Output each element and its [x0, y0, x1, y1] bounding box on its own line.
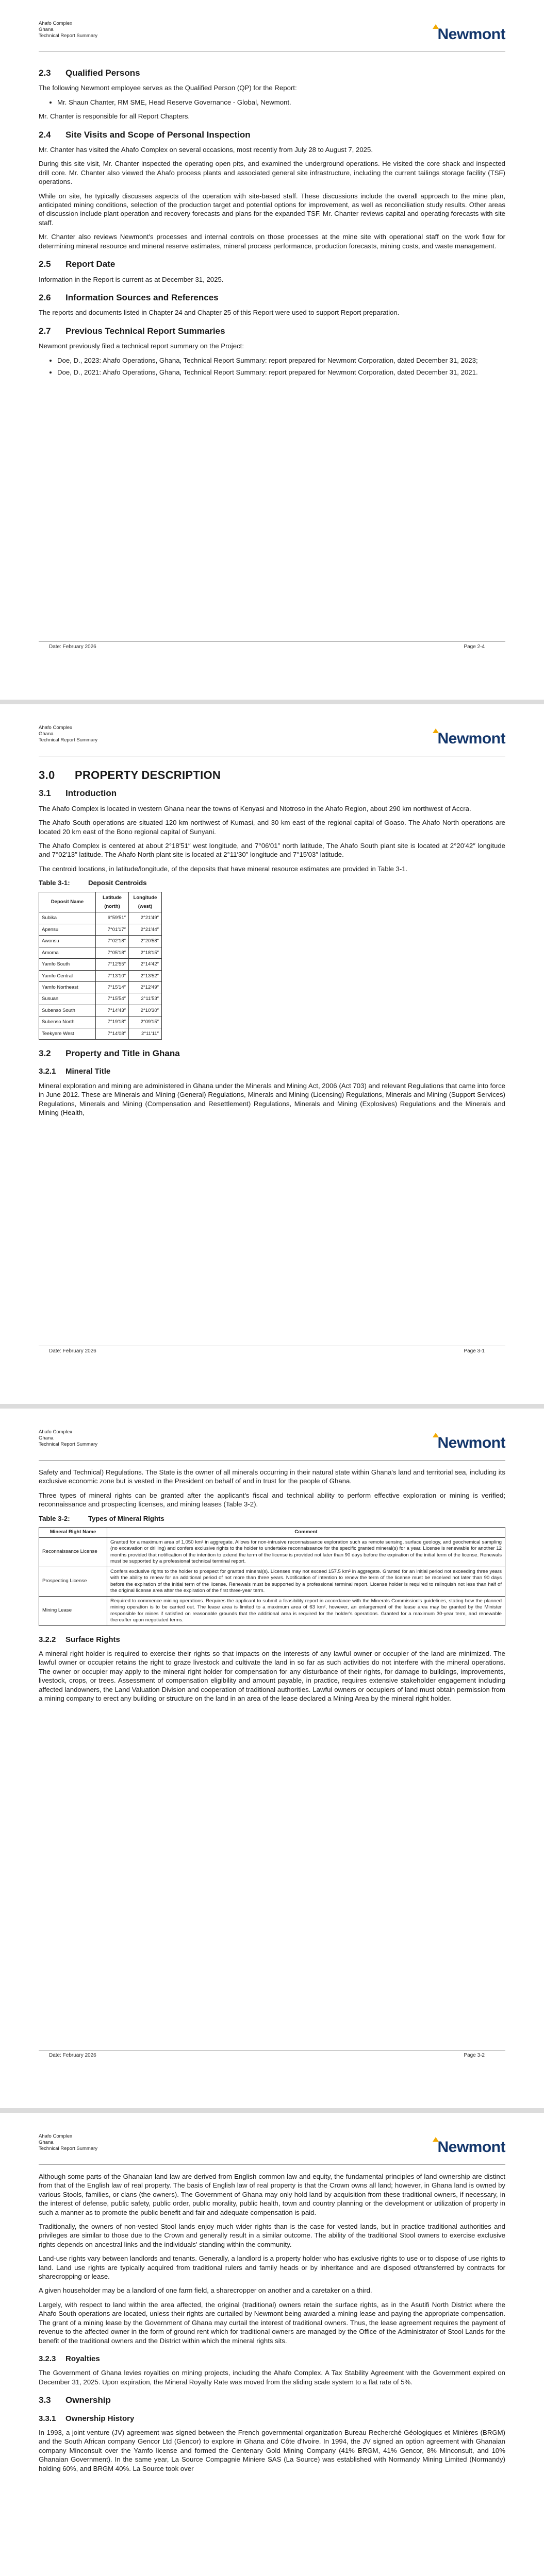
section-heading: 2.4 Site Visits and Scope of Personal Inspection	[39, 129, 251, 140]
paragraph: Largely, with respect to land within the area affected, the original (traditional) owners retain the surface rights, as in the Asutifi North District where the Ahafo South operations are located, unless their rights are curtailed by Newmont being awarded a mining lease and paying the appropriate compensation. The grant of a mining lease by the Government of Ghana may curtail the interest of traditional owners. Thus, the lease agreement requires the payment of revenue to the affected owner in the form of ground rent which for traditional owners are managed by the Office of the Administrator of Stool Lands for the benefit of the traditional owners and the District within which the mineral rights sits.	[39, 2300, 505, 2345]
newmont-logo: Newmont	[432, 730, 506, 748]
section-heading: 2.6 Information Sources and References	[39, 292, 219, 302]
section-heading: 3.3 Ownership	[39, 2395, 111, 2405]
table-row	[39, 970, 162, 981]
table-row	[39, 1005, 162, 1016]
longitude-cell: 2°18′15″	[129, 947, 162, 958]
header-divider	[39, 2164, 505, 2165]
table-row	[39, 1537, 505, 1567]
bullet-item: • Mr. Shaun Chanter, RM SME, Head Reserve Governance - Global, Newmont.	[57, 98, 505, 107]
page-header	[39, 725, 505, 756]
latitude-cell: 7°02′18″	[96, 936, 129, 947]
table-row	[39, 1028, 162, 1039]
document-page-3	[0, 1409, 544, 2108]
footer-date: Date: February 2026	[49, 644, 96, 650]
paragraph: A given householder may be a landlord of one farm field, a sharecropper on another and a caretaker on a third.	[39, 2286, 372, 2295]
latitude-cell: 7°15′54″	[96, 993, 129, 1005]
header-country: Ghana	[39, 2140, 54, 2145]
comment-cell: Granted for a maximum area of 1,050 km² in aggregate. Allows for non-intrusive reconnaissance exploration such as remote sensing, surface geology, and geochemical sampling (no excavation or drilling) and confers exclusive rights to the holder to undertake reconnaissance for the specific granted mineral(s) for a year. License is renewable for another 12 months provided that notification of the intention to extend the term of the license is provided not later than 90 days before the expiration of the initial term of the license. Renewals must be supported by a professional technical terminal report.	[107, 1537, 505, 1567]
table-header: Mineral Right Name	[39, 1528, 107, 1538]
mineral-right-name-cell: Mining Lease	[39, 1596, 107, 1625]
paragraph: The Ahafo Complex is located in western Ghana near the towns of Kenyasi and Ntotroso in the Ahafo Region, about 290 km northwest of Accra.	[39, 804, 471, 812]
paragraph: Mr. Chanter is responsible for all Report Chapters.	[39, 112, 190, 121]
document-page-1	[0, 0, 544, 700]
table-row	[39, 1596, 505, 1625]
longitude-cell: 2°12′49″	[129, 981, 162, 993]
latitude-cell: 7°05′18″	[96, 947, 129, 958]
paragraph: Mr. Chanter has visited the Ahafo Complex on several occasions, most recently from July 28 to August 7, 2025.	[39, 146, 373, 154]
chapter-heading: 3.0 PROPERTY DESCRIPTION	[39, 769, 221, 782]
header-country: Ghana	[39, 731, 54, 737]
table-row	[39, 993, 162, 1005]
deposit-name-cell: Yamfo Northeast	[39, 981, 96, 993]
subsection-heading: 3.2.3 Royalties	[39, 2354, 100, 2363]
page-number: Page 2-4	[464, 644, 485, 650]
header-divider	[39, 1460, 505, 1461]
longitude-cell: 2°20′58″	[129, 936, 162, 947]
longitude-cell: 2°13′52″	[129, 970, 162, 981]
page-number: Page 3-1	[464, 1348, 485, 1354]
deposit-name-cell: Yamfo South	[39, 959, 96, 970]
header-report-type: Technical Report Summary	[39, 2146, 98, 2151]
longitude-cell: 2°21′49″	[129, 912, 162, 924]
mineral-rights-table	[39, 1527, 505, 1626]
latitude-cell: 7°01′17″	[96, 924, 129, 935]
comment-cell: Required to commence mining operations. Requires the applicant to submit a feasibility report in accordance with the Minerals Commission's guidelines, stating how the planned mining operation is to be carried out. The lease area is limited to a maximum area of 63 km², however, an enlargement of the lease area may be granted by the Minister responsible for mines if satisfied on reasonable grounds that the additional area is required for the holder's operations. Granted for a maximum 30-year term, and renewable thereafter upon negotiated terms.	[107, 1596, 505, 1625]
paragraph: The following Newmont employee serves as the Qualified Person (QP) for the Report:	[39, 84, 297, 92]
table-row	[39, 912, 162, 924]
document-page-2	[0, 704, 544, 1404]
header-country: Ghana	[39, 1435, 54, 1441]
paragraph: Information in the Report is current as at December 31, 2025.	[39, 275, 224, 283]
page-content	[39, 59, 505, 382]
longitude-cell: 2°21′44″	[129, 924, 162, 935]
latitude-cell: 6°59′51″	[96, 912, 129, 924]
paragraph: During this site visit, Mr. Chanter inspected the operating open pits, and examined the underground operations. He visited the core shack and inspected drill core. Mr. Chanter also viewed the Ahafo process plants and associated general site infrastructure, including the current tailings storage facility (TSF) operations.	[39, 160, 505, 186]
mineral-right-name-cell: Reconnaissance License	[39, 1537, 107, 1567]
paragraph: Traditionally, the owners of non-vested Stool lands enjoy much wider rights than is the case for vested lands, but in practice traditional authorities and privileges are similar to those due to the Crown and generally result in a similar outcome. The ability of the traditional Stool owners to exercise exclusive rights depends on ancestral links and the individuals' standing within the community.	[39, 2223, 505, 2248]
header-report-type: Technical Report Summary	[39, 737, 98, 743]
paragraph: Although some parts of the Ghanaian land law are derived from English common law and equity, the fundamental principles of land ownership are distinct from that of the English law of real property. The basis of English law of real property is that the Crown owns all land; however, in Ghana land is owned by various Stools, families, or clans (the owners). The Government of Ghana may only hold land by acquisition from these traditional owners, if necessary, in the interest of defense, public safety, public order, public morality, public health, town and country planning or the development or utilization of property in such a manner as to promote the public benefit and fair and adequate compensation is paid.	[39, 2173, 505, 2216]
header-country: Ghana	[39, 27, 54, 32]
header-project: Ahafo Complex	[39, 725, 72, 731]
deposit-name-cell: Subenso North	[39, 1016, 96, 1028]
latitude-cell: 7°13′10″	[96, 970, 129, 981]
header-project: Ahafo Complex	[39, 21, 72, 26]
latitude-cell: 7°15′14″	[96, 981, 129, 993]
table-row	[39, 959, 162, 970]
longitude-cell: 2°10′30″	[129, 1005, 162, 1016]
document-page-4	[0, 2113, 544, 2576]
deposit-name-cell: Subenso South	[39, 1005, 96, 1016]
deposit-name-cell: Amoma	[39, 947, 96, 958]
paragraph: Safety and Technical) Regulations. The State is the owner of all minerals occurring in their natural state within Ghana's land and territorial sea, including its exclusive economic zone but is vested in the President on behalf of and in trust for the people of Ghana.	[39, 1468, 505, 1485]
paragraph: The Ahafo South operations are situated 120 km northwest of Kumasi, and 30 km east of the regional capital of Goaso. The Ahafo North operations are located 20 km east of the Bono regional capital of Sunyani.	[39, 819, 505, 836]
latitude-cell: 7°14′43″	[96, 1005, 129, 1016]
table-row	[39, 936, 162, 947]
paragraph: Newmont previously filed a technical report summary on the Project:	[39, 342, 244, 350]
header-project: Ahafo Complex	[39, 1429, 72, 1435]
latitude-cell: 7°12′55″	[96, 959, 129, 970]
paragraph: Mineral exploration and mining are administered in Ghana under the Minerals and Mining Act, 2006 (Act 703) and relevant Regulations that came into force in June 2012. These are Minerals and Mining (General) Regulations, Minerals and Mining (Licensing) Regulations, Minerals and Mining (Support Services) Regulations, Minerals and Mining (Compensation and Resettlement) Regulations, Minerals and Mining (Explosives) Regulations and the Minerals and Mining (Health,	[39, 1081, 505, 1116]
table-row	[39, 981, 162, 993]
table-header: Longitude (west)	[129, 892, 162, 912]
table-row	[39, 1016, 162, 1028]
deposit-name-cell: Subika	[39, 912, 96, 924]
subsection-heading: 3.2.1 Mineral Title	[39, 1067, 111, 1076]
table-header: Deposit Name	[39, 892, 96, 912]
deposit-name-cell: Teekyere West	[39, 1028, 96, 1039]
section-heading: 2.5 Report Date	[39, 259, 116, 269]
page-header	[39, 2133, 505, 2164]
header-report-type: Technical Report Summary	[39, 1442, 98, 1447]
deposit-name-cell: Apensu	[39, 924, 96, 935]
newmont-logo: Newmont	[432, 26, 506, 43]
deposit-name-cell: Awonsu	[39, 936, 96, 947]
comment-cell: Confers exclusive rights to the holder to prospect for granted mineral(s). Licenses may not exceed 157.5 km² in aggregate. Granted for an initial period not exceeding three years with the ability to renew for an additional period of not more than three years. Notification of intention to renew the term of the license must be received not later than 90 days before the expiration of the initial term of the license. Renewals must be supported by a professional terminal report. License holder is required to relinquish not less than half of the original license area after the expiration of the first three-year term.	[107, 1567, 505, 1596]
paragraph: The Ahafo Complex is centered at about 2°18′51″ west longitude, and 7°06′01″ north latitude, The Ahafo South plant site is located at 2°20′42″ longitude and 7°02′13″ latitude. The Ahafo North plant site is located at 2°11′30″ longitude and 7°15′03″ latitude.	[39, 842, 505, 859]
bullet-item: • Doe, D., 2021: Ahafo Operations, Ghana, Technical Report Summary: report prepared for Newmont Corporation, dated December 31, 2021.	[57, 368, 505, 377]
longitude-cell: 2°09′15″	[129, 1016, 162, 1028]
deposit-name-cell: Susuan	[39, 993, 96, 1005]
paragraph: While on site, he typically discusses aspects of the operation with site-based staff. These discussions include the overall approach to the mine plan, anticipated mining conditions, selection of the production target and potential options for improvement, as well as reconciliation study results. Other areas of discussion include plant operation and recovery forecasts and plans for the expanded TSF. Mr. Chanter reviews capital and operating forecasts with site staff.	[39, 192, 505, 227]
footer-divider	[39, 641, 505, 642]
paragraph: In 1993, a joint venture (JV) agreement was signed between the French governmental organization Bureau Recherché Géologiques et Minières (BRGM) and the South African company Gencor Ltd (Gencor) to explore in Ghana and Côte d'Ivoire. In 1994, the JV signed an option agreement with Ghanaian company Minconsult over the Yamfo license and formed the Centenary Gold Mining Company (41% BRGM, 41% Gencor, 8% Minconsult, and 10% Ghanaian Government). In the same year, La Source Compagnie Miniere SAS (La Source) was established with Normandy Mining Limited (Normandy) holding 60%, and BRGM 40%. La Source took over	[39, 2428, 505, 2472]
table-header: Comment	[107, 1528, 505, 1538]
paragraph: Three types of mineral rights can be granted after the applicant's fiscal and technical ability to perform effective exploration or mining is verified; reconnaissance and prospecting licenses, and mining leases (Table 3-2).	[39, 1491, 505, 1509]
longitude-cell: 2°14′42″	[129, 959, 162, 970]
table-row	[39, 947, 162, 958]
page-content	[39, 764, 505, 1122]
latitude-cell: 7°19′18″	[96, 1016, 129, 1028]
header-project: Ahafo Complex	[39, 2133, 72, 2139]
footer-date: Date: February 2026	[49, 2053, 96, 2058]
paragraph: The reports and documents listed in Chapter 24 and Chapter 25 of this Report were used to support Report preparation.	[39, 309, 400, 317]
bullet-item: • Doe, D., 2023: Ahafo Operations, Ghana, Technical Report Summary: report prepared for Newmont Corporation, dated December 31, 2023;	[57, 356, 505, 365]
table-header: Latitude (north)	[96, 892, 129, 912]
page-number: Page 3-2	[464, 2053, 485, 2058]
subsection-heading: 3.2.2 Surface Rights	[39, 1635, 120, 1644]
footer-date: Date: February 2026	[49, 1348, 96, 1354]
section-heading: 2.3 Qualified Persons	[39, 68, 140, 78]
table-caption: Table 3-2: Types of Mineral Rights	[39, 1514, 164, 1522]
paragraph: The Government of Ghana levies royalties on mining projects, including the Ahafo Complex. A Tax Stability Agreement with the Government expired on December 31, 2025. Upon expiration, the Mineral Royalty Rate was moved from the sliding scale system to a flat rate of 5%.	[39, 2369, 505, 2386]
header-report-type: Technical Report Summary	[39, 33, 98, 39]
page-content	[39, 1468, 505, 1708]
page-header	[39, 1429, 505, 1460]
bullet-list	[39, 98, 505, 107]
newmont-logo: Newmont	[432, 2139, 506, 2156]
paragraph: Mr. Chanter also reviews Newmont's processes and internal controls on those processes at the mine site with operational staff on the work flow for determining mineral resource and mineral reserve estimates, mineral process performance, production forecasts, mining costs, and waste management.	[39, 233, 505, 250]
mineral-right-name-cell: Prospecting License	[39, 1567, 107, 1596]
section-heading: 2.7 Previous Technical Report Summaries	[39, 326, 225, 336]
paragraph: Land-use rights vary between landlords and tenants. Generally, a landlord is a property holder who has exclusive rights to use or to dispose of use rights to land. Land use rights are typically acquired from traditional rulers and family heads or by inheritance and are disposed of/transferred by contracts for sharecropping or lease.	[39, 2255, 505, 2281]
table-caption: Table 3-1: Deposit Centroids	[39, 879, 147, 887]
table-row	[39, 1567, 505, 1596]
paragraph: A mineral right holder is required to exercise their rights so that impacts on the interests of any lawful owner or occupier of the land are minimized. The lawful owner or occupier retains the right to graze livestock and cultivate the land in so far as such activities do not interfere with the mineral operations. The owner or occupier may apply to the mineral right holder for compensation for any disturbance of their rights, for damage to buildings, improvements, livestock, crops, or trees. Assessment of compensation eligibility and amount payable, in practice, requires extensive stakeholder engagement including affected landowners, the Land Valuation Division and cooperation of traditional authorities. Lawful owners or occupiers of land must obtain permission from a mining company to erect any building or structure on the land in an area of the lease declared a Mining Area by the mineral right holder.	[39, 1649, 505, 1702]
latitude-cell: 7°14′08″	[96, 1028, 129, 1039]
section-heading: 3.1 Introduction	[39, 788, 117, 799]
page-header	[39, 21, 505, 52]
longitude-cell: 2°11′53″	[129, 993, 162, 1005]
newmont-logo: Newmont	[432, 1434, 506, 1452]
deposit-centroids-table	[39, 892, 162, 1040]
bullet-list	[39, 356, 505, 377]
subsection-heading: 3.3.1 Ownership History	[39, 2414, 135, 2423]
table-row	[39, 924, 162, 935]
section-heading: 3.2 Property and Title in Ghana	[39, 1048, 180, 1058]
deposit-name-cell: Yamfo Central	[39, 970, 96, 981]
longitude-cell: 2°11′11″	[129, 1028, 162, 1039]
paragraph: The centroid locations, in latitude/longitude, of the deposits that have mineral resource estimates are provided in Table 3-1.	[39, 865, 408, 873]
page-content	[39, 2172, 505, 2478]
